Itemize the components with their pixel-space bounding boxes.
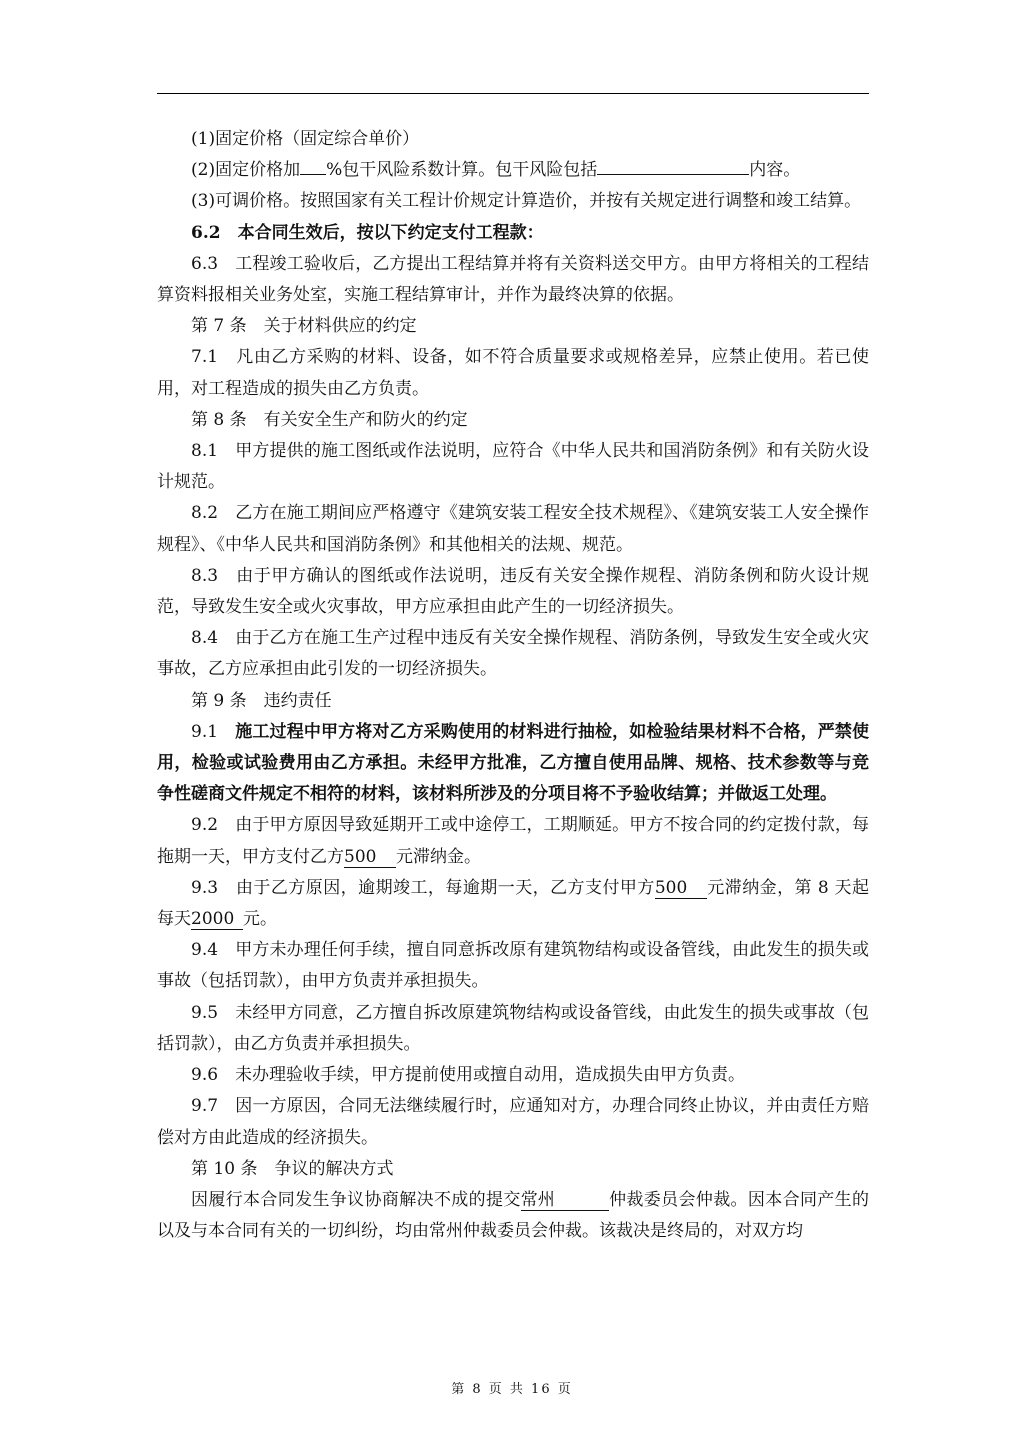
blank-arbitration-city: 常州	[521, 1190, 609, 1211]
clause-8-3	[157, 561, 869, 623]
text: 6.3 工程竣工验收后，乙方提出工程结算并将有关资料送交甲方。由甲方将相关的工程结算资料报相关业务处室，实施工程结算审计，并作为最终决算的依据。	[157, 253, 869, 306]
text: 第 7 条 关于材料供应的约定	[191, 316, 417, 337]
text: 7.1 凡由乙方采购的材料、设备，如不符合质量要求或规格差异，应禁止使用。若已使用，对工程造成的损失由乙方负责。	[157, 347, 869, 399]
text: 元。	[243, 909, 277, 930]
article-10-heading	[157, 1154, 869, 1185]
text: 9.2 由于甲方原因导致延期开工或中途停工，工期顺延。甲方不按合同的约定拨付款，每拖期一天，甲方支付乙方	[157, 815, 869, 867]
clause-8-2	[157, 498, 869, 560]
text: 9.4 甲方未办理任何手续，擅自同意拆改原有建筑物结构或设备管线，由此发生的损失或事故（包括罚款），由甲方负责并承担损失。	[157, 940, 869, 992]
header-rule	[157, 93, 869, 94]
clause-6-3	[157, 249, 869, 311]
text: (1)固定价格（固定综合单价）	[191, 129, 420, 149]
text: 内容。	[749, 160, 801, 181]
text: (2)固定价格加	[191, 160, 301, 181]
clause-8-4	[157, 623, 869, 685]
clause-8-1	[157, 436, 869, 498]
clause-9-3	[157, 873, 869, 935]
text: %包干风险系数计算。包干风险包括	[326, 160, 598, 181]
clause-10-body	[157, 1185, 869, 1247]
article-9-heading	[157, 686, 869, 717]
text: 元滞纳金，第 8 天起每天	[157, 877, 869, 930]
blank-daily-amount: 2000	[191, 909, 243, 930]
clause-9-7	[157, 1091, 869, 1153]
blank-penalty-amount: 500	[655, 878, 707, 899]
blank-risk-content	[597, 174, 749, 175]
clause-6-2	[157, 218, 869, 249]
text: 9.7 因一方原因，合同无法继续履行时，应通知对方，办理合同终止协议，并由责任方赔偿对方由此造成的经济损失。	[157, 1096, 869, 1148]
clause-9-5	[157, 998, 869, 1060]
text: 8.2 乙方在施工期间应严格遵守《建筑安装工程安全技术规程》、《建筑安装工人安全操作规程》、《中华人民共和国消防条例》和其他相关的法规、规范。	[157, 503, 869, 555]
clause-7-1	[157, 342, 869, 404]
text: 第 8 条 有关安全生产和防火的约定	[191, 409, 468, 430]
article-7-heading	[157, 311, 869, 342]
clause-adjustable-price	[157, 186, 869, 217]
text: 第 9 条 违约责任	[191, 690, 332, 711]
clause-9-2	[157, 810, 869, 872]
text: 8.3 由于甲方确认的图纸或作法说明，违反有关安全操作规程、消防条例和防火设计规范，导致发生安全或火灾事故，甲方应承担由此产生的一切经济损失。	[157, 565, 869, 618]
text: 8.4 由于乙方在施工生产过程中违反有关安全操作规程、消防条例，导致发生安全或火灾事故，乙方应承担由此引发的一切经济损失。	[157, 628, 869, 680]
text: 第 10 条 争议的解决方式	[191, 1158, 394, 1179]
page-footer: 第 8 页 共 16 页	[451, 1382, 573, 1397]
text: 9.3 由于乙方原因，逾期竣工，每逾期一天，乙方支付甲方	[191, 877, 655, 898]
text: 8.1 甲方提供的施工图纸或作法说明，应符合《中华人民共和国消防条例》和有关防火设计规范。	[157, 441, 869, 493]
article-8-heading	[157, 405, 869, 436]
text: 元滞纳金。	[396, 846, 481, 867]
text: (3)可调价格。按照国家有关工程计价规定计算造价，并按有关规定进行调整和竣工结算。	[191, 191, 862, 212]
blank-penalty-amount: 500	[344, 847, 396, 868]
clause-9-6	[157, 1060, 869, 1091]
text: 因履行本合同发生争议协商解决不成的提交	[191, 1189, 521, 1210]
text: 9.1	[191, 721, 236, 742]
text: 9.5 未经甲方同意，乙方擅自拆改原建筑物结构或设备管线，由此发生的损失或事故（包括罚款），由乙方负责并承担损失。	[157, 1002, 869, 1054]
clause-fixed-price	[157, 124, 869, 155]
clause-fixed-price-plus	[157, 155, 869, 186]
clause-9-1	[157, 717, 869, 811]
text: 6.2 本合同生效后，按以下约定支付工程款：	[191, 222, 544, 243]
text: 仲裁委员会仲裁。因本合同产生的以及与本合同有关的一切纠纷，均由常州仲裁委员会仲裁。该裁决是终局的，对双方均	[157, 1189, 870, 1242]
body-text	[157, 124, 869, 1247]
blank-percent	[300, 174, 326, 175]
bold-text: 施工过程中甲方将对乙方采购使用的材料进行抽检，如检验结果材料不合格，严禁使用，检验或试验费用由乙方承担。未经甲方批准，乙方擅自使用品牌、规格、技术参数等与竞争性磋商文件规定不相符的材料，该材料所涉及的分项目将不予验收结算；并做返工处理。	[157, 721, 869, 805]
clause-9-4	[157, 935, 869, 997]
text: 9.6 未办理验收手续，甲方提前使用或擅自动用，造成损失由甲方负责。	[191, 1065, 746, 1086]
